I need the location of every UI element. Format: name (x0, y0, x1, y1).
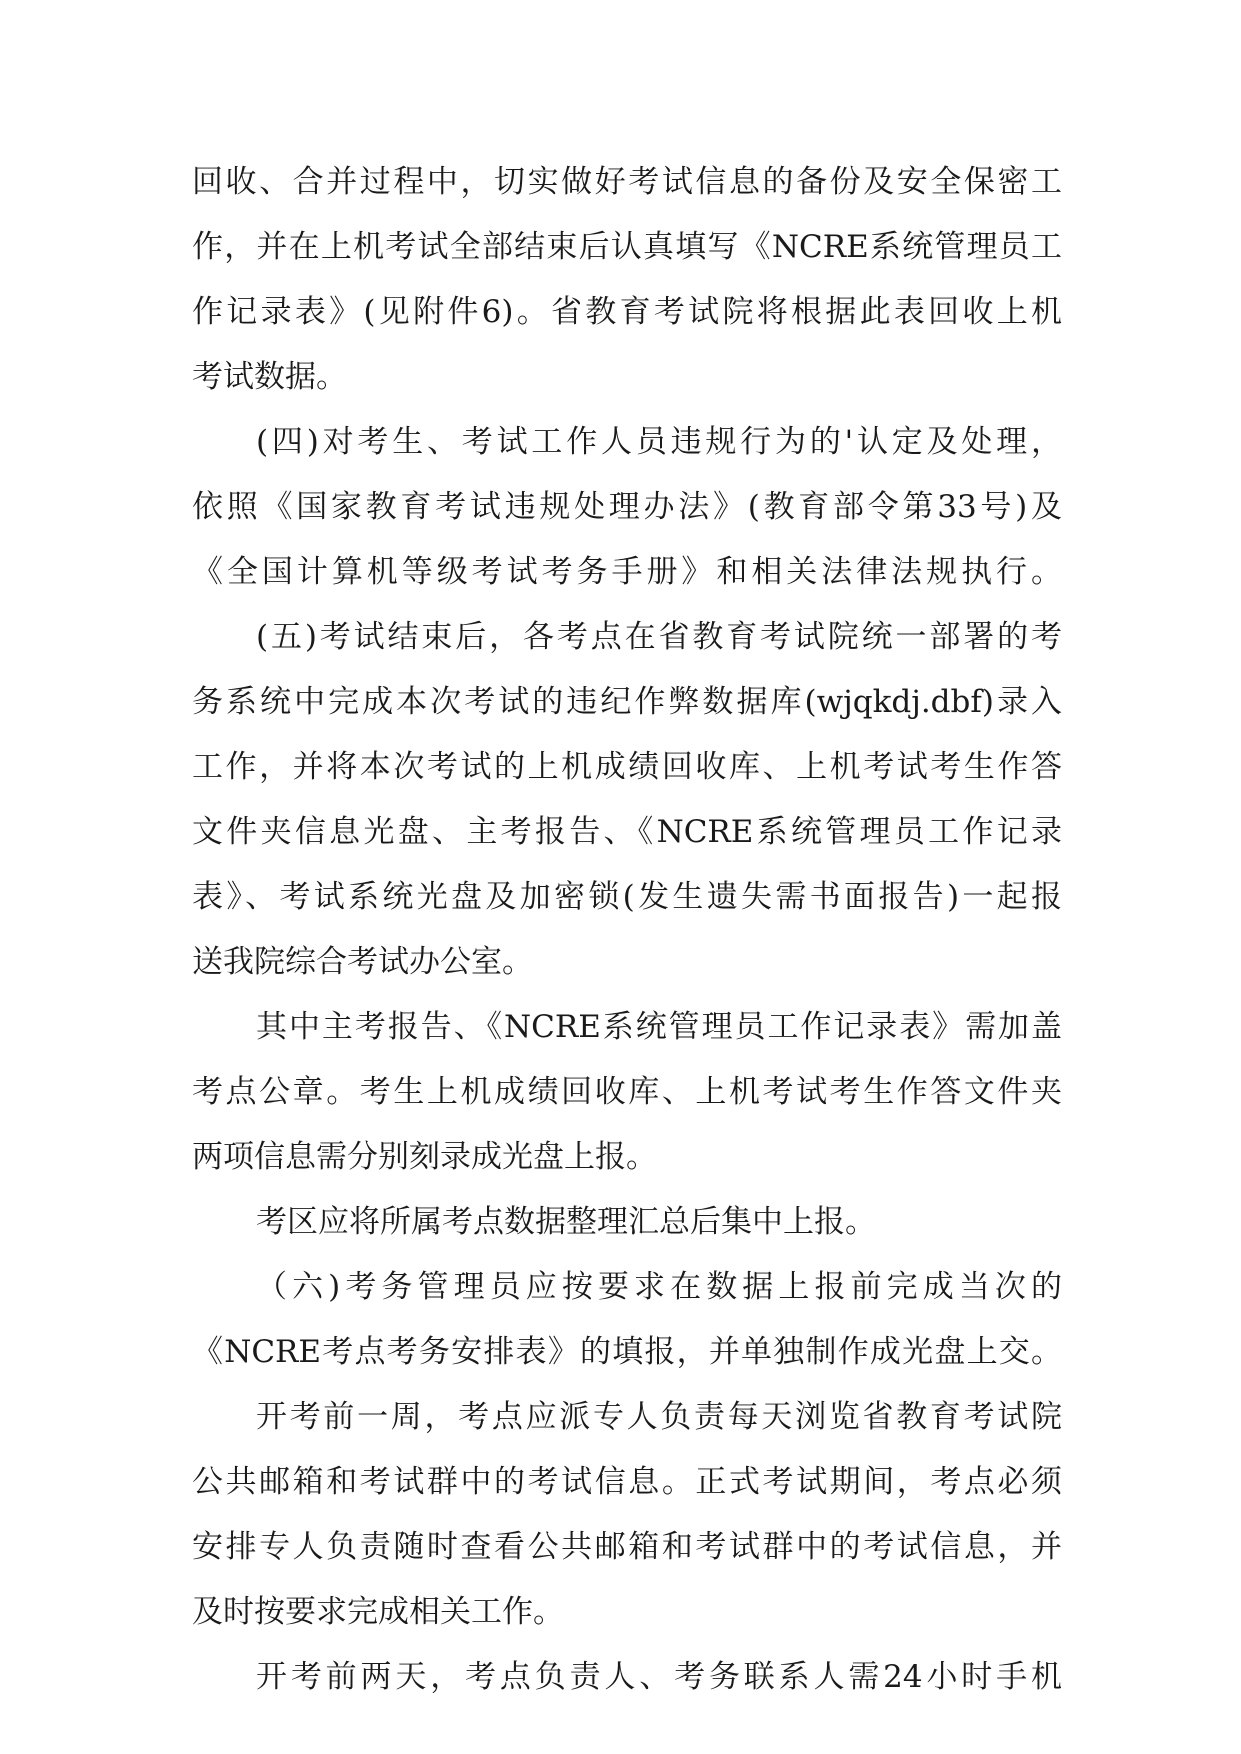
text-line: 考区应将所属考点数据整理汇总后集中上报。 (256, 1204, 876, 1240)
text-line: 及时按要求完成相关工作。 (192, 1594, 564, 1630)
text-line: 工作，并将本次考试的上机成绩回收库、上机考试考生作答 (192, 749, 1062, 785)
text-line: 考试数据。 (192, 359, 347, 395)
text-line: 两项信息需分别刻录成光盘上报。 (192, 1139, 657, 1175)
text-line: 作记录表》(见附件6)。省教育考试院将根据此表回收上机 (192, 294, 1062, 330)
text-line: 送我院综合考试办公室。 (192, 944, 533, 980)
text-line: 公共邮箱和考试群中的考试信息。正式考试期间，考点必须 (192, 1464, 1062, 1500)
text-line: 作，并在上机考试全部结束后认真填写《NCRE系统管理员工 (192, 229, 1062, 265)
document-body (192, 150, 1062, 1710)
text-line: 《NCRE考点考务安排表》的填报，并单独制作成光盘上交。 (192, 1334, 1062, 1370)
text-line: 《全国计算机等级考试考务手册》和相关法律法规执行。 (192, 554, 1062, 590)
text-line: 务系统中完成本次考试的违纪作弊数据库(wjqkdj.dbf)录入 (192, 684, 1062, 720)
text-line: 依照《国家教育考试违规处理办法》(教育部令第33号)及 (192, 489, 1062, 525)
text-line: （六)考务管理员应按要求在数据上报前完成当次的 (256, 1269, 1062, 1305)
text-line: 回收、合并过程中，切实做好考试信息的备份及安全保密工 (192, 164, 1062, 200)
text-line: 开考前两天，考点负责人、考务联系人需24小时手机 (256, 1659, 1062, 1695)
text-line: 文件夹信息光盘、主考报告、《NCRE系统管理员工作记录 (192, 814, 1062, 850)
text-line: 开考前一周，考点应派专人负责每天浏览省教育考试院 (256, 1399, 1062, 1435)
text-line: (四)对考生、考试工作人员违规行为的'认定及处理， (256, 424, 1062, 460)
text-line: (五)考试结束后，各考点在省教育考试院统一部署的考 (256, 619, 1062, 655)
text-line: 安排专人负责随时查看公共邮箱和考试群中的考试信息，并 (192, 1529, 1062, 1565)
text-line: 考点公章。考生上机成绩回收库、上机考试考生作答文件夹 (192, 1074, 1062, 1110)
text-line: 表》、考试系统光盘及加密锁(发生遗失需书面报告)一起报 (192, 879, 1062, 915)
text-line: 其中主考报告、《NCRE系统管理员工作记录表》需加盖 (256, 1009, 1062, 1045)
